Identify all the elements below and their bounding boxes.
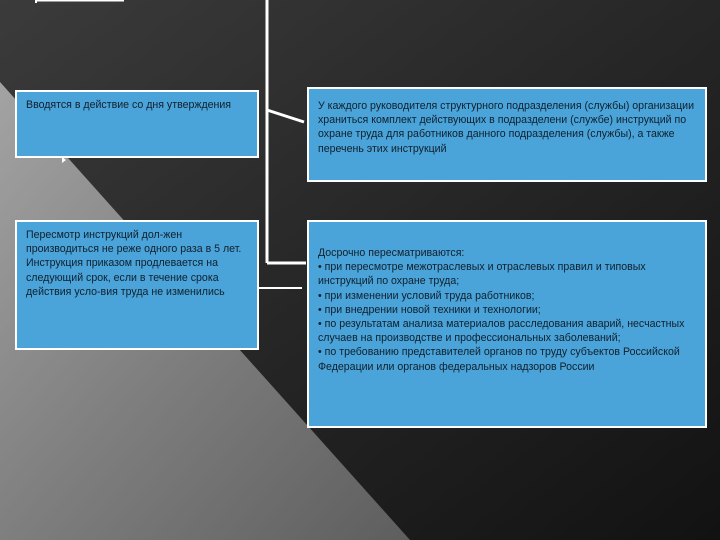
box-enactment: Вводятся в действие со дня утверждения bbox=[15, 90, 259, 158]
box-instruction-set: У каждого руководителя структурного подразделения (службы) организации храниться комплект действующих в подразделени (службе) инструкций по охране труда для работников данного подразделения (службы), а также перечень этих инструкций bbox=[307, 87, 707, 182]
box-revision-period: Пересмотр инструкций дол-жен производиться не реже одного раза в 5 лет. Инструкция приказом продлевается на следующий срок, если в течение срока действия усло-вия труда не изменились bbox=[15, 220, 259, 350]
arrow-marker-icon bbox=[62, 157, 66, 163]
box-early-revision: Досрочно пересматриваются: • при пересмотре межотраслевых и отраслевых правил и типовых инструкций по охране труда; • при изменении условий труда работников; • при внедрении новой техники и технологии; • по результатам анализа материалов расследования аварий, несчастных случаев на производстве и профессиональных заболеваний; • по требованию представителей органов по труду субъектов Российской Федерации или органов федеральных надзоров России bbox=[307, 220, 707, 428]
